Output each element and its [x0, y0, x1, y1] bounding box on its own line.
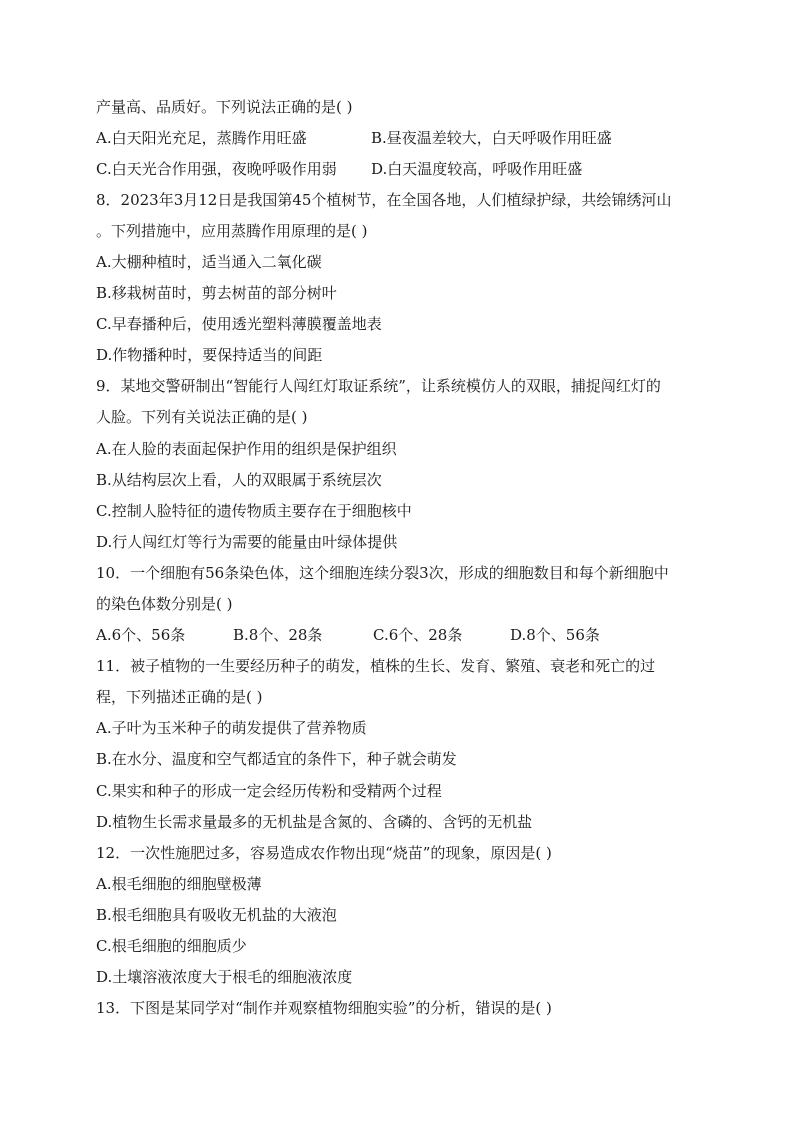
- q7-stem-continuation: 产量高、品质好。下列说法正确的是( ): [96, 98, 353, 116]
- q12-option-c[interactable]: C.根毛细胞的细胞质少: [96, 937, 247, 955]
- q10-option-d[interactable]: D.8个、56条: [510, 626, 600, 644]
- q7-option-c[interactable]: C.白天光合作用强，夜晚呼吸作用弱: [96, 160, 337, 178]
- q7-option-b[interactable]: B.昼夜温差较大，白天呼吸作用旺盛: [371, 129, 612, 147]
- q8-option-b[interactable]: B.移栽树苗时，剪去树苗的部分树叶: [96, 284, 337, 302]
- q8-stem-line-2: 。下列措施中，应用蒸腾作用原理的是( ): [96, 222, 368, 240]
- q9-stem-line-1: 9．某地交警研制出“智能行人闯红灯取证系统”，让系统模仿人的双眼，捕捉闯红灯的: [96, 377, 661, 395]
- q10-option-b[interactable]: B.8个、28条: [233, 626, 323, 644]
- q12-option-d[interactable]: D.土壤溶液浓度大于根毛的细胞液浓度: [96, 968, 353, 986]
- q11-stem-line-1: 11．被子植物的一生要经历种子的萌发，植株的生长、发育、繁殖、衰老和死亡的过: [96, 657, 656, 675]
- q13-stem: 13．下图是某同学对“制作并观察植物细胞实验”的分析，错误的是( ): [96, 999, 552, 1017]
- q11-option-d[interactable]: D.植物生长需求量最多的无机盐是含氮的、含磷的、含钙的无机盐: [96, 813, 533, 831]
- q10-option-a[interactable]: A.6个、56条: [96, 626, 186, 644]
- q9-option-d[interactable]: D.行人闯红灯等行为需要的能量由叶绿体提供: [96, 533, 398, 551]
- q11-stem-line-2: 程，下列描述正确的是( ): [96, 688, 263, 706]
- q8-stem-line-1: 8．2023年3月12日是我国第45个植树节，在全国各地，人们植绿护绿，共绘锦绣河山: [96, 191, 672, 209]
- q10-option-c[interactable]: C.6个、28条: [373, 626, 463, 644]
- q8-option-c[interactable]: C.早春播种后，使用透光塑料薄膜覆盖地表: [96, 315, 382, 333]
- q11-option-b[interactable]: B.在水分、温度和空气都适宜的条件下，种子就会萌发: [96, 750, 457, 768]
- q11-option-a[interactable]: A.子叶为玉米种子的萌发提供了营养物质: [96, 719, 367, 737]
- q12-option-b[interactable]: B.根毛细胞具有吸收无机盐的大液泡: [96, 906, 337, 924]
- q10-stem-line-1: 10．一个细胞有56条染色体，这个细胞连续分裂3次，形成的细胞数目和每个新细胞中: [96, 564, 669, 582]
- q9-option-a[interactable]: A.在人脸的表面起保护作用的组织是保护组织: [96, 440, 397, 458]
- q12-stem: 12．一次性施肥过多，容易造成农作物出现“烧苗”的现象，原因是( ): [96, 844, 552, 862]
- q12-option-a[interactable]: A.根毛细胞的细胞壁极薄: [96, 875, 262, 893]
- q9-option-b[interactable]: B.从结构层次上看，人的双眼属于系统层次: [96, 471, 382, 489]
- q7-option-a[interactable]: A.白天阳光充足，蒸腾作用旺盛: [96, 129, 307, 147]
- q7-option-d[interactable]: D.白天温度较高，呼吸作用旺盛: [371, 160, 583, 178]
- q9-option-c[interactable]: C.控制人脸特征的遗传物质主要存在于细胞核中: [96, 502, 412, 520]
- q8-option-a[interactable]: A.大棚种植时，适当通入二氧化碳: [96, 253, 322, 271]
- q11-option-c[interactable]: C.果实和种子的形成一定会经历传粉和受精两个过程: [96, 782, 442, 800]
- q10-stem-line-2: 的染色体数分别是( ): [96, 595, 233, 613]
- q8-option-d[interactable]: D.作物播种时，要保持适当的间距: [96, 346, 323, 364]
- q9-stem-line-2: 人脸。下列有关说法正确的是( ): [96, 408, 308, 426]
